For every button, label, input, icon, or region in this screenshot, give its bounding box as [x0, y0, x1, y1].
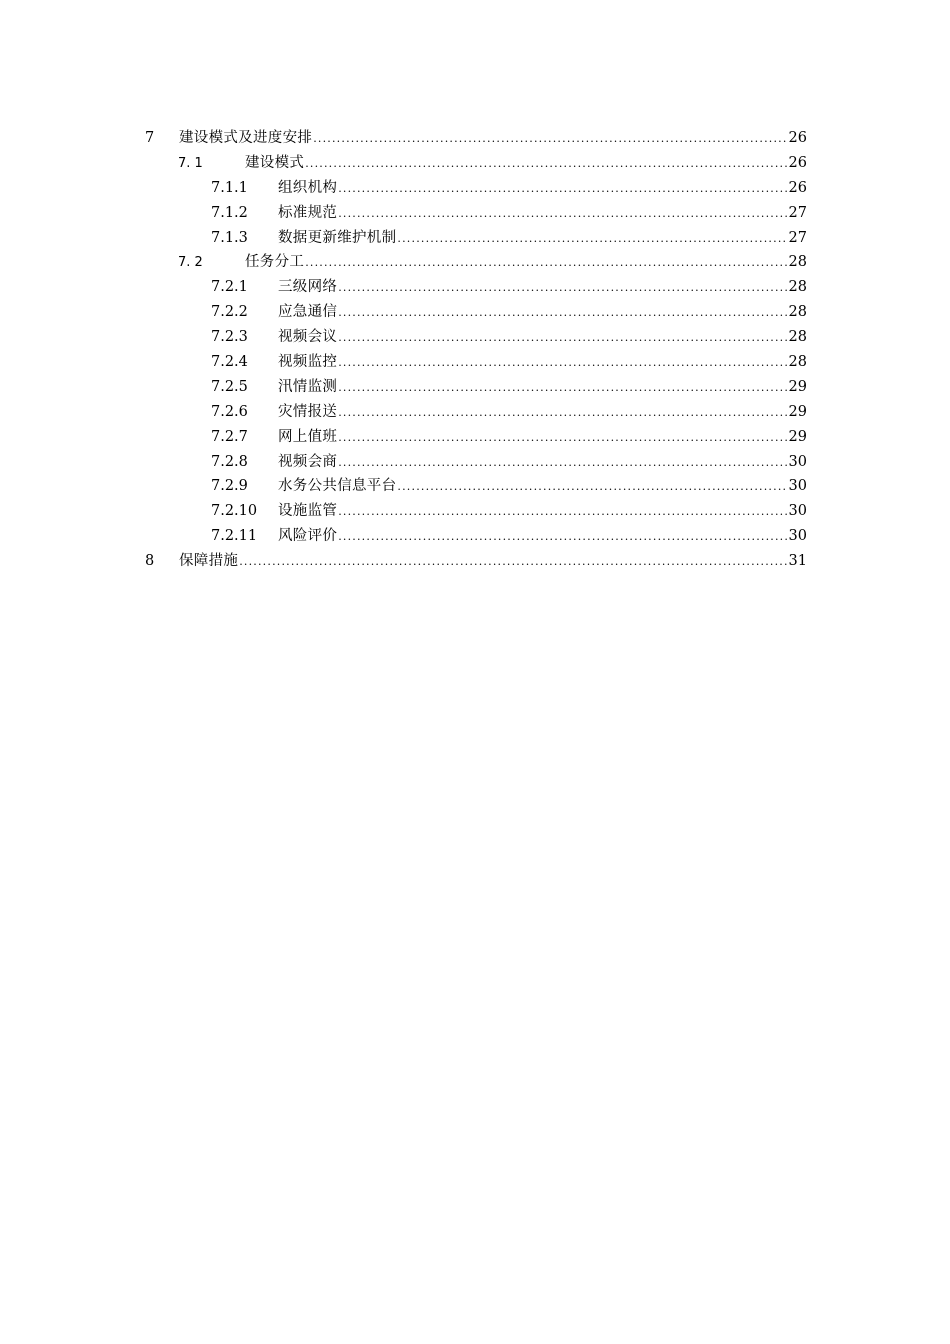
toc-entry-page-number: 30 — [788, 453, 807, 470]
table-of-contents — [145, 126, 807, 574]
dot-leader — [239, 550, 787, 575]
dot-leader — [338, 525, 787, 550]
toc-entry[interactable] — [145, 450, 807, 475]
toc-entry-title: 应急通信 — [278, 304, 338, 321]
dot-leader — [338, 276, 787, 301]
toc-entry[interactable] — [145, 176, 807, 201]
toc-entry[interactable] — [145, 126, 807, 151]
toc-entry-number: 7.2.2 — [211, 304, 248, 321]
toc-entry-page-number: 26 — [788, 179, 807, 196]
toc-entry[interactable] — [145, 425, 807, 450]
toc-entry[interactable] — [145, 300, 807, 325]
toc-entry-number: 7.2.9 — [211, 478, 248, 495]
toc-entry-number: 7.2.3 — [211, 329, 248, 346]
toc-entry[interactable] — [145, 325, 807, 350]
toc-entry-title: 视频会商 — [278, 453, 338, 470]
toc-entry-page-number: 28 — [788, 329, 807, 346]
toc-entry-title: 灾情报送 — [278, 403, 338, 420]
toc-entry[interactable] — [145, 400, 807, 425]
toc-entry-page-number: 28 — [788, 354, 807, 371]
dot-leader — [338, 326, 787, 351]
toc-entry-page-number: 29 — [788, 428, 807, 445]
dot-leader — [338, 500, 787, 525]
toc-entry-number: 7.1.3 — [211, 229, 248, 246]
dot-leader — [305, 251, 787, 276]
toc-entry-page-number: 28 — [788, 279, 807, 296]
toc-entry-title: 设施监管 — [278, 503, 338, 520]
toc-entry-page-number: 30 — [788, 503, 807, 520]
toc-entry-page-number: 29 — [788, 378, 807, 395]
toc-entry[interactable] — [145, 474, 807, 499]
toc-entry-title: 视频监控 — [278, 354, 338, 371]
toc-entry[interactable] — [145, 151, 807, 176]
toc-entry-title: 水务公共信息平台 — [278, 478, 397, 495]
toc-entry-number: 7.2.10 — [211, 503, 258, 520]
toc-entry-number: 7.2.8 — [211, 453, 248, 470]
toc-entry-page-number: 30 — [788, 528, 807, 545]
toc-entry-number: 7.2.5 — [211, 378, 248, 395]
dot-leader — [338, 426, 787, 451]
toc-entry[interactable] — [145, 275, 807, 300]
toc-entry[interactable] — [145, 499, 807, 524]
toc-entry-page-number: 31 — [788, 553, 807, 570]
toc-entry-title: 网上值班 — [278, 428, 338, 445]
toc-entry-title: 标准规范 — [278, 204, 338, 221]
toc-entry-title: 建设模式 — [245, 154, 305, 171]
dot-leader — [338, 351, 787, 376]
toc-entry-number: 7.2.1 — [211, 279, 248, 296]
toc-entry-title: 视频会议 — [278, 329, 338, 346]
toc-entry-number: 7.2.7 — [211, 428, 248, 445]
toc-entry-page-number: 26 — [788, 130, 807, 146]
dot-leader — [338, 301, 787, 326]
toc-entry-number: 7.2.4 — [211, 354, 248, 371]
toc-entry[interactable] — [145, 549, 807, 574]
toc-entry-number: 7.1.1 — [211, 179, 248, 196]
toc-entry-number: 7. 2 — [178, 255, 203, 271]
toc-entry-page-number: 27 — [788, 204, 807, 221]
dot-leader — [338, 401, 787, 426]
toc-entry-number: 7. 1 — [178, 155, 203, 171]
toc-entry-page-number: 26 — [788, 154, 807, 171]
dot-leader — [305, 152, 787, 177]
toc-entry-title: 保障措施 — [179, 553, 239, 570]
toc-entry-title: 风险评价 — [278, 528, 338, 545]
toc-entry-page-number: 29 — [788, 403, 807, 420]
toc-entry-number: 7.1.2 — [211, 204, 248, 221]
toc-entry[interactable] — [145, 524, 807, 549]
toc-entry[interactable] — [145, 350, 807, 375]
toc-entry-title: 建设模式及进度安排 — [179, 130, 313, 146]
toc-entry-number: 7.2.6 — [211, 403, 248, 420]
toc-entry[interactable] — [145, 250, 807, 275]
toc-entry-page-number: 27 — [788, 229, 807, 246]
toc-entry-title: 任务分工 — [245, 254, 305, 271]
toc-entry-page-number: 28 — [788, 254, 807, 271]
toc-entry[interactable] — [145, 201, 807, 226]
dot-leader — [313, 127, 787, 152]
dot-leader — [338, 202, 787, 227]
toc-entry-number: 7.2.11 — [211, 528, 258, 545]
toc-entry-title: 数据更新维护机制 — [278, 229, 397, 246]
toc-entry-title: 组织机构 — [278, 179, 338, 196]
toc-entry-page-number: 30 — [788, 478, 807, 495]
toc-entry-number: 8 — [145, 553, 155, 570]
dot-leader — [338, 376, 787, 401]
dot-leader — [397, 227, 787, 252]
toc-entry-number: 7 — [145, 130, 155, 146]
toc-entry-page-number: 28 — [788, 304, 807, 321]
dot-leader — [338, 451, 787, 476]
toc-entry-title: 汛情监测 — [278, 378, 338, 395]
toc-entry[interactable] — [145, 226, 807, 251]
toc-entry-title: 三级网络 — [278, 279, 338, 296]
toc-entry[interactable] — [145, 375, 807, 400]
dot-leader — [338, 177, 787, 202]
dot-leader — [397, 475, 787, 500]
